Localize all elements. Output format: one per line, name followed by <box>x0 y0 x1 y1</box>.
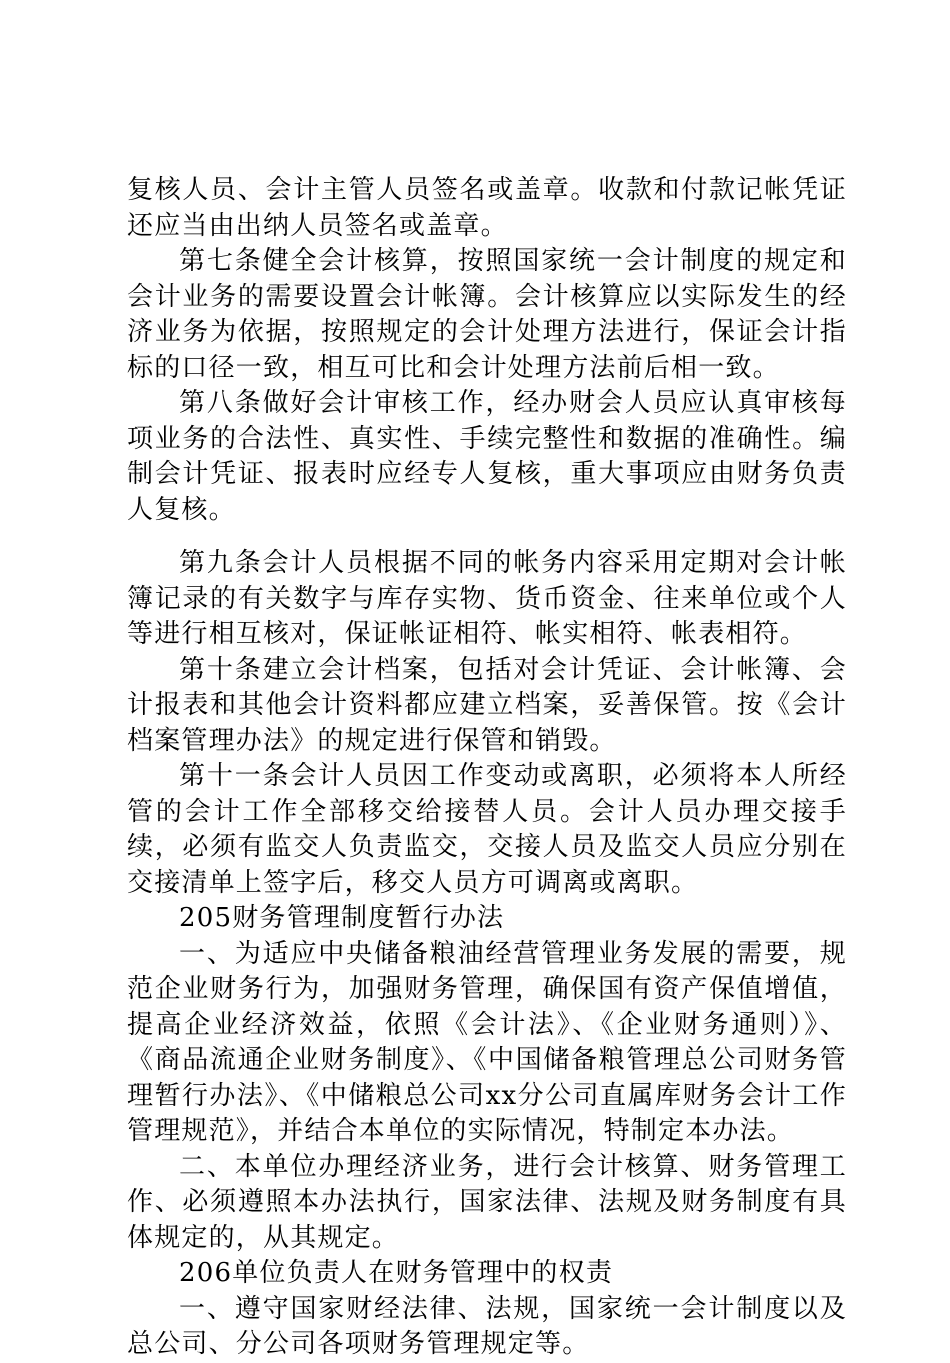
paragraph-article-10: 第十条建立会计档案，包括对会计凭证、会计帐簿、会计报表和其他会计资料都应建立档案，妥善保管。按《会计档案管理办法》的规定进行保管和销毁。 <box>127 654 847 756</box>
section-heading-206: 206单位负责人在财务管理中的权责 <box>179 1258 614 1288</box>
paragraph-article-9: 第九条会计人员根据不同的帐务内容采用定期对会计帐簿记录的有关数字与库存实物、货币资金、往来单位或个人等进行相互核对，保证帐证相符、帐实相符、帐表相符。 <box>127 548 847 649</box>
document-body <box>127 173 847 1363</box>
paragraph-continuation: 复核人员、会计主管人员签名或盖章。收款和付款记帐凭证还应当由出纳人员签名或盖章。 <box>127 175 847 241</box>
paragraph-205-item-2: 二、本单位办理经济业务，进行会计核算、财务管理工作、必须遵照本办法执行，国家法律、法规及财务制度有具体规定的，从其规定。 <box>127 1151 847 1253</box>
section-heading-205: 205财务管理制度暂行办法 <box>179 903 505 933</box>
paragraph-205-item-1: 一、为适应中央储备粮油经营管理业务发展的需要，规范企业财务行为，加强财务管理，确保国有资产保值增值，提高企业经济效益，依照《会计法》、《企业财务通则）》、《商品流通企业财务制度》、《中国储备粮管理总公司财务管理暂行办法》、《中储粮总公司xx分公司直属库财务会计工作管理规范》，并结合本单位的实际情况，特制定本办法。 <box>127 938 847 1146</box>
paragraph-article-7: 第七条健全会计核算，按照国家统一会计制度的规定和会计业务的需要设置会计帐簿。会计核算应以实际发生的经济业务为依据，按照规定的会计处理方法进行，保证会计指标的口径一致，相互可比和会计处理方法前后相一致。 <box>127 246 847 383</box>
paragraph-article-8: 第八条做好会计审核工作，经办财会人员应认真审核每项业务的合法性、真实性、手续完整性和数据的准确性。编制会计凭证、报表时应经专人复核，重大事项应由财务负责人复核。 <box>127 388 847 525</box>
paragraph-article-11: 第十一条会计人员因工作变动或离职，必须将本人所经管的会计工作全部移交给接替人员。会计人员办理交接手续，必须有监交人负责监交，交接人员及监交人员应分别在交接清单上签字后，移交人员方可调离或离职。 <box>127 761 847 898</box>
paragraph-206-item-1: 一、遵守国家财经法律、法规，国家统一会计制度以及总公司、分公司各项财务管理规定等。 <box>127 1293 847 1359</box>
